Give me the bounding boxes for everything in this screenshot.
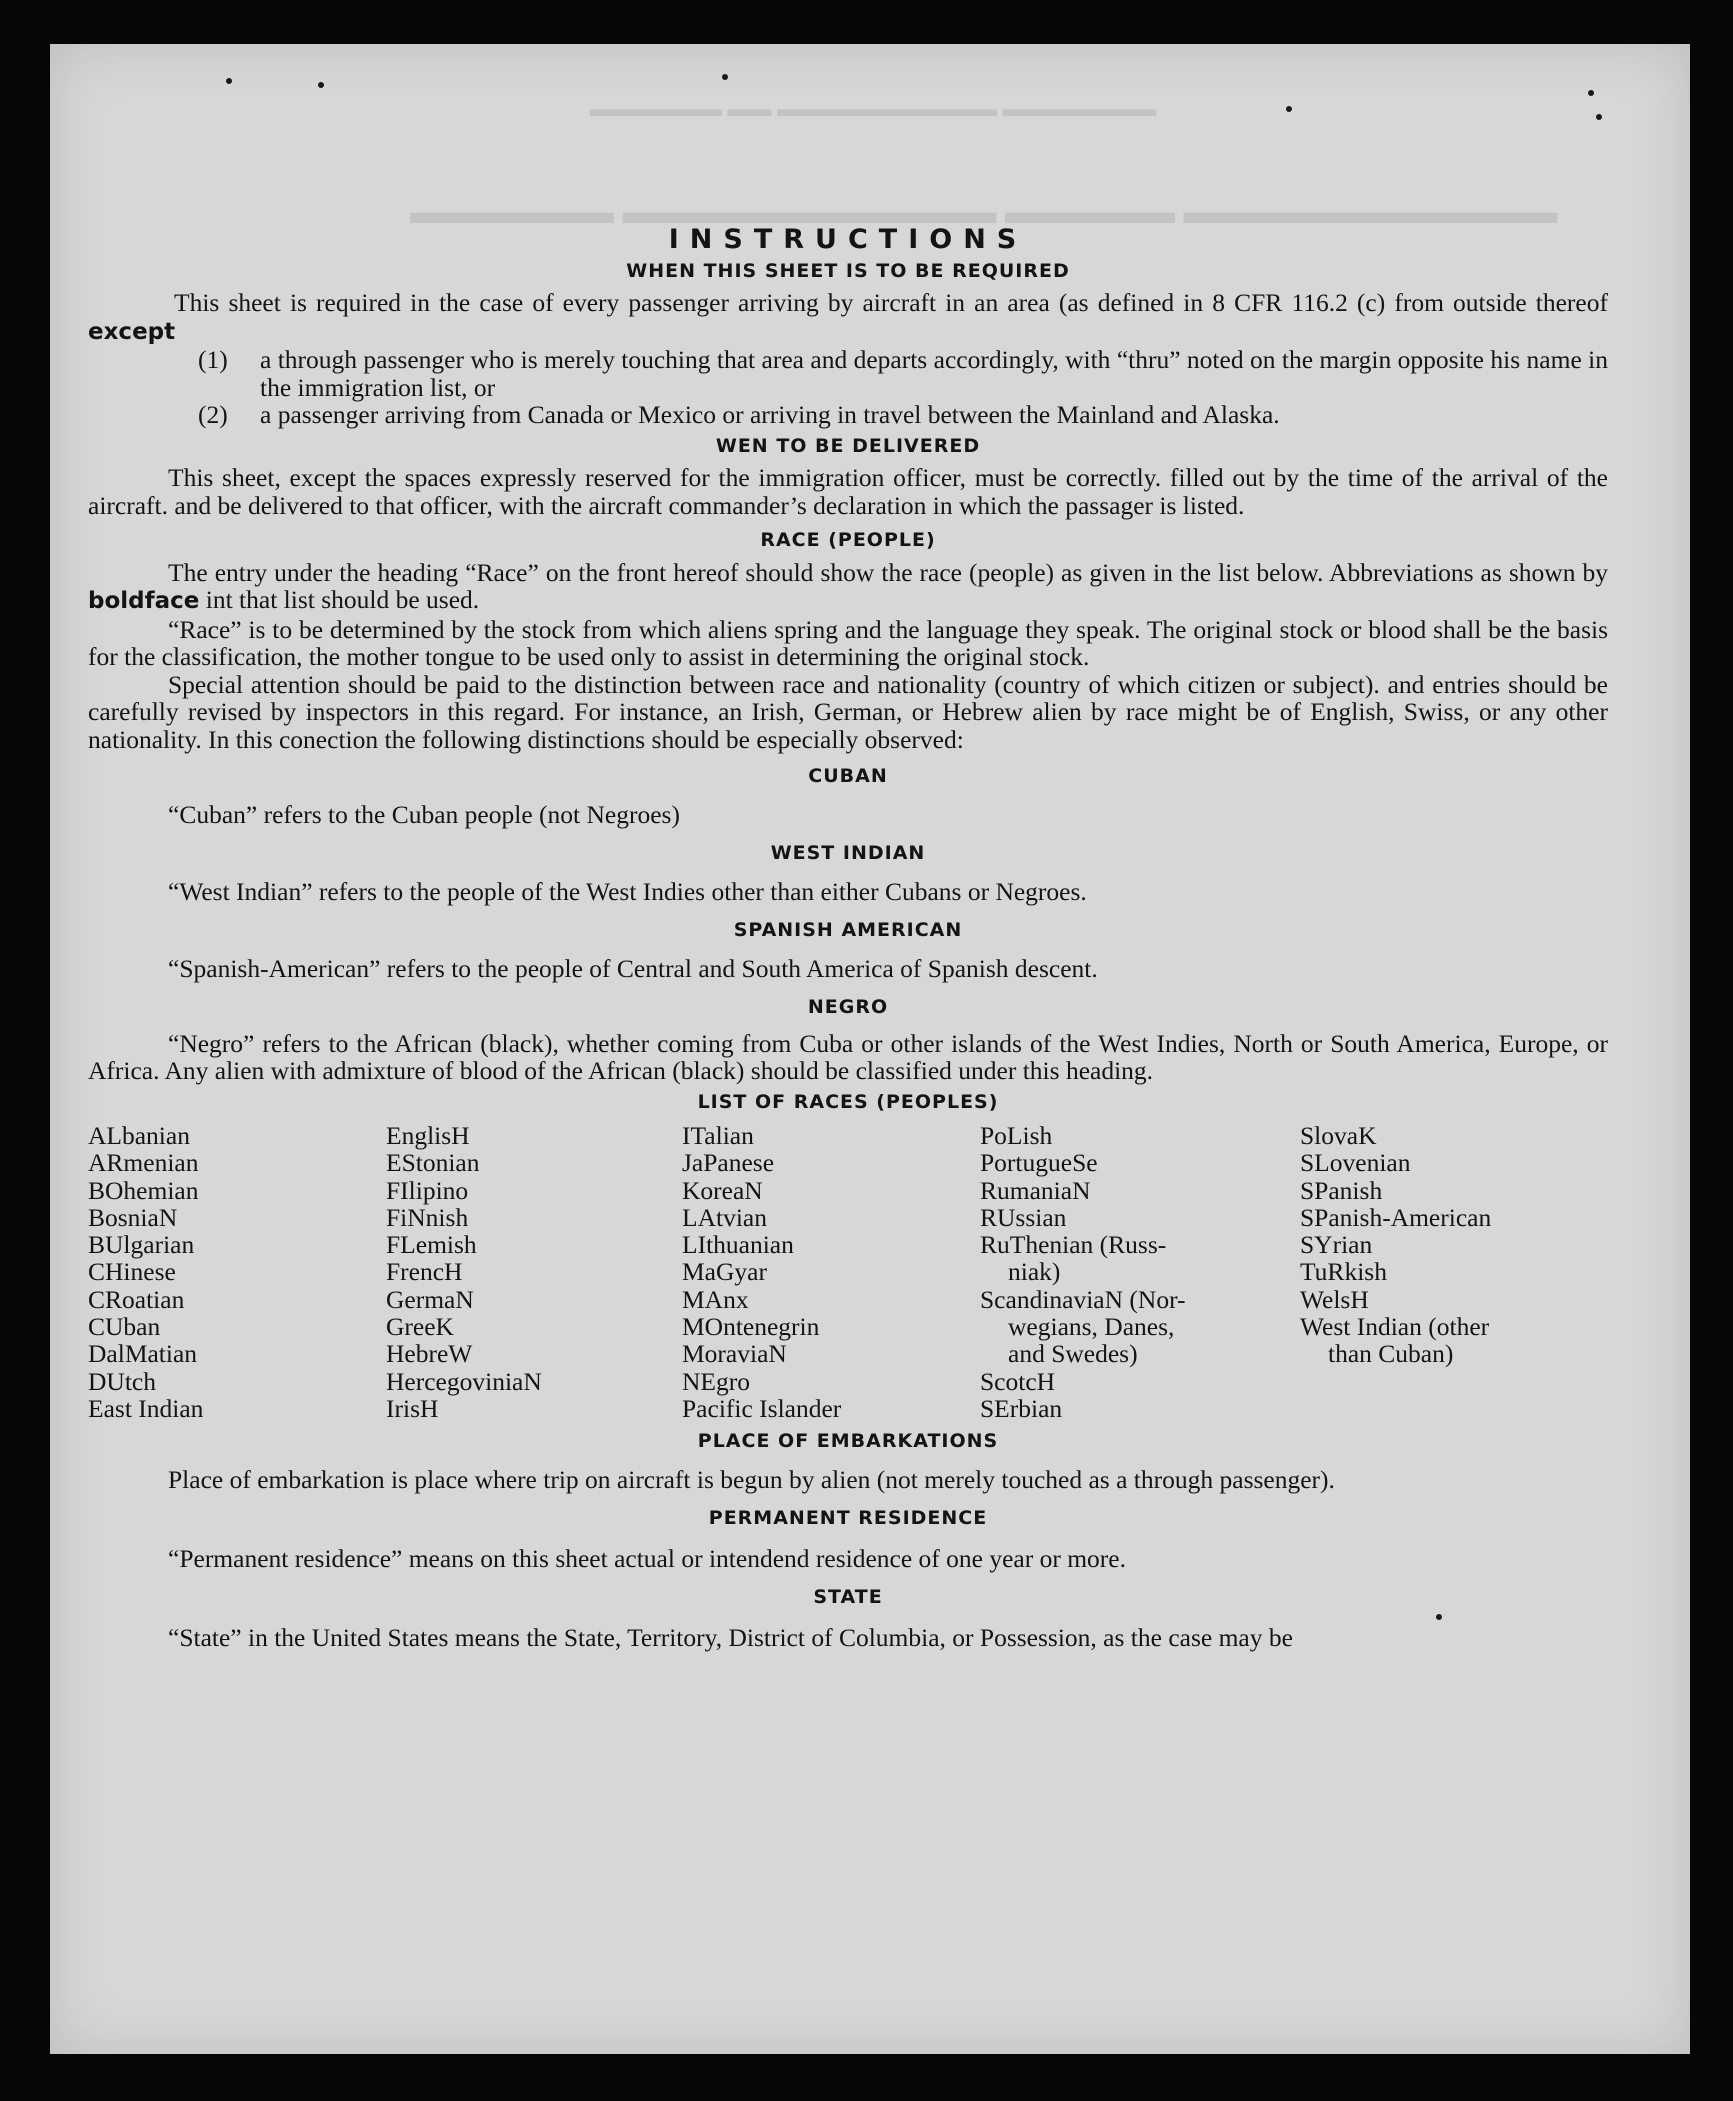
speck (1588, 90, 1594, 96)
section-heading-race: RACE (PEOPLE) (760, 529, 936, 551)
list-item: MAnx (682, 1284, 749, 1314)
instructions-content (88, 172, 1608, 1651)
list-item: FLemish (386, 1230, 477, 1260)
embarkation-text: Place of embarkation is place where trip on aircraft is begun by alien (not merely touched as a through passenger). (168, 1464, 1335, 1494)
section-heading-embarkation: PLACE OF EMBARKATIONS (697, 1430, 999, 1453)
list-item: FIlipino (386, 1175, 469, 1205)
document-page (50, 44, 1690, 2054)
bleed-through: ▬▬▬▬▬▬▬▬▬▬▬ ▬▬▬▬▬ ▬▬▬▬▬▬▬▬▬▬▬ ▬▬▬▬▬▬ (410, 194, 1558, 231)
race-list-column-5 (1300, 1122, 1600, 1422)
list-item: HercegoviniaN (386, 1366, 542, 1396)
exception-text: a passenger arriving from Canada or Mexico or arriving in travel between the Mainland and Alaska. (260, 400, 1280, 429)
boldface-keyword: boldface (88, 588, 200, 614)
list-item: CRoatian (88, 1284, 185, 1314)
list-item: ScotcH (980, 1366, 1056, 1396)
except-keyword: except (88, 318, 176, 345)
list-item: BUlgarian (88, 1230, 195, 1260)
list-item: DUtch (88, 1366, 156, 1396)
exception-item-2 (198, 401, 1608, 429)
list-item: MOntenegrin (682, 1312, 820, 1342)
list-item: PortugueSe (980, 1148, 1098, 1178)
list-item: SPanish (1300, 1175, 1383, 1205)
speck (722, 74, 728, 80)
list-item: FiNnish (386, 1202, 469, 1232)
list-item: MaGyar (682, 1257, 767, 1287)
list-item: ALbanian (88, 1121, 190, 1150)
list-item: SYrian (1300, 1230, 1373, 1260)
delivered-text: This sheet, except the spaces expressly reserved for the immigration officer, must be correctly. filled out by the time of the arrival of the aircraft. and be delivered to that officer, with the aircraft commander’s declaration in which the passager is listed. (88, 463, 1608, 520)
list-item: IrisH (386, 1393, 439, 1423)
exception-text: a through passenger who is merely touching that area and departs accordingly, with “thru” noted on the margin opposite his name in the immigration list, or (260, 345, 1608, 402)
list-item: FrencH (386, 1257, 463, 1287)
list-item: MoraviaN (682, 1339, 787, 1369)
west-indian-text: “West Indian” refers to the people of the West Indies other than either Cubans or Negroes. (168, 876, 1087, 906)
list-item: ARmenian (88, 1148, 199, 1178)
list-item: RuThenian (Russ- (980, 1230, 1167, 1260)
list-item: niak) (1008, 1257, 1061, 1287)
section-heading-residence: PERMANENT RESIDENCE (708, 1507, 988, 1530)
section-heading-spanish-american: SPANISH AMERICAN (733, 919, 963, 941)
race-list-column-3 (682, 1122, 980, 1422)
speck (1596, 114, 1602, 120)
list-item: ScandinaviaN (Nor- (980, 1284, 1186, 1314)
list-item: WelsH (1300, 1284, 1369, 1314)
list-item: DalMatian (88, 1339, 198, 1369)
section-heading-negro: NEGRO (807, 996, 889, 1018)
residence-text: “Permanent residence” means on this sheet actual or intendend residence of one year or more. (168, 1543, 1126, 1573)
list-item: JaPanese (682, 1148, 775, 1178)
list-item: West Indian (other (1300, 1312, 1490, 1342)
list-item: wegians, Danes, (1008, 1312, 1175, 1342)
list-item: EnglisH (386, 1121, 470, 1150)
list-item: SErbian (980, 1393, 1063, 1423)
list-item: SlovaK (1300, 1121, 1377, 1150)
speck (318, 82, 324, 88)
race-list (88, 1122, 1608, 1422)
exception-item-1 (198, 346, 1608, 401)
list-item: SLovenian (1300, 1148, 1411, 1178)
list-item: RUssian (980, 1202, 1067, 1232)
list-item: CUban (88, 1312, 161, 1342)
negro-text: “Negro” refers to the African (black), whether coming from Cuba or other islands of the West Indies, North or South America, Europe, or Africa. Any alien with admixture of blood of the African (black) should be classified under this heading. (88, 1028, 1608, 1085)
speck (1286, 106, 1292, 112)
list-item: BosniaN (88, 1202, 178, 1232)
race-list-column-2 (386, 1122, 682, 1422)
cuban-text: “Cuban” refers to the Cuban people (not Negroes) (168, 799, 680, 829)
list-item: CHinese (88, 1257, 176, 1287)
list-item: than Cuban) (1328, 1339, 1454, 1369)
list-item: East Indian (88, 1393, 204, 1423)
list-item: GreeK (386, 1312, 454, 1342)
section-heading-cuban: CUBAN (808, 765, 888, 787)
list-item: LAtvian (682, 1202, 767, 1232)
exception-number: (2) (198, 400, 228, 429)
race-paragraph-1: The entry under the heading “Race” on the front hereof should show the race (people) as given in the list below. Abbreviations as shown by boldface int that list should be used. (88, 557, 1608, 614)
list-item: LIthuanian (682, 1230, 794, 1260)
bleed-through: ▬▬▬▬▬▬▬ ▬▬▬▬▬▬▬▬▬▬ ▬▬ ▬▬▬▬▬▬ (590, 96, 1157, 121)
exception-number: (1) (198, 345, 228, 374)
section-heading-delivered: WEN TO BE DELIVERED (715, 434, 981, 457)
required-intro: This sheet is required in the case of every passenger arriving by aircraft in an area (as defined in 8 CFR 116.2 (c) from outside thereof except (88, 288, 1608, 345)
list-item: GermaN (386, 1284, 474, 1314)
list-item: KoreaN (682, 1175, 763, 1205)
list-item: NEgro (682, 1366, 750, 1396)
list-item: BOhemian (88, 1175, 199, 1205)
spanish-american-text: “Spanish-American” refers to the people of Central and South America of Spanish descent. (168, 953, 1098, 983)
list-item: EStonian (386, 1148, 480, 1178)
race-paragraph-3: Special attention should be paid to the distinction between race and nationality (country of which citizen or subject). and entries should be carefully revised by inspectors in this regard. For instance, an Irish, German, or Hebrew alien by race might be of English, Swiss, or any other nationality. In this conection the following distinctions should be especially observed: (88, 669, 1608, 754)
section-heading-race-list: LIST OF RACES (PEOPLES) (697, 1090, 999, 1113)
list-item: ITalian (682, 1121, 754, 1150)
section-heading-required: WHEN THIS SHEET IS TO BE REQUIRED (626, 259, 1070, 282)
list-item: Pacific Islander (682, 1393, 842, 1423)
list-item: RumaniaN (980, 1175, 1091, 1205)
list-item: HebreW (386, 1339, 473, 1369)
state-text: “State” in the United States means the State, Territory, District of Columbia, or Possession, as the case may be (168, 1622, 1293, 1652)
list-item: TuRkish (1300, 1257, 1387, 1287)
list-item: SPanish-American (1300, 1202, 1492, 1232)
speck (226, 78, 232, 84)
race-list-column-4 (980, 1122, 1300, 1422)
list-item: PoLish (980, 1121, 1053, 1150)
section-heading-state: STATE (813, 1586, 883, 1609)
race-list-column-1 (88, 1122, 386, 1422)
page-title: INSTRUCTIONS (668, 224, 1028, 255)
section-heading-west-indian: WEST INDIAN (770, 842, 926, 864)
list-item: and Swedes) (1008, 1339, 1138, 1369)
race-paragraph-2: “Race” is to be determined by the stock from which aliens spring and the language they speak. The original stock or blood shall be the basis for the classification, the mother tongue to be used only to assist in determining the original stock. (88, 614, 1608, 671)
